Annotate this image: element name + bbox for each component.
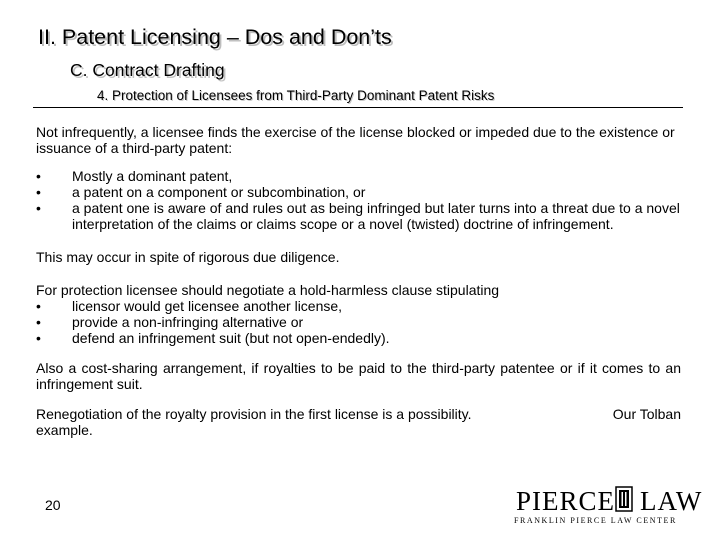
spacer <box>36 392 681 406</box>
list-item-text: a patent on a component or subcombination, or <box>72 184 366 200</box>
list-item-text: defend an infringement suit (but not open-endedly). <box>72 330 390 346</box>
list-item-text: a patent one is aware of and rules out as being infringed but later turns into a threat due to a novel interpretation of the claims or claims scope or a novel (twisted) doctrine of infringement. <box>72 200 680 232</box>
list-item <box>36 168 681 184</box>
example-text: example. <box>36 422 93 438</box>
pierce-law-logo <box>510 484 703 530</box>
list-item <box>36 330 681 346</box>
bullet-icon: • <box>36 184 41 200</box>
list-item <box>36 298 681 314</box>
list-item <box>36 314 681 330</box>
section-heading: 4. Protection of Licensees from Third-Party Dominant Patent Risks <box>97 88 495 103</box>
risk-list <box>36 168 681 232</box>
bullet-icon: • <box>36 330 41 346</box>
slide-title: II. Patent Licensing – Dos and Don’ts <box>38 25 392 49</box>
renegotiation-text: Renegotiation of the royalty provision in the first license is a possibility. <box>36 406 472 422</box>
intro-paragraph: Not infrequently, a licensee finds the exercise of the license blocked or impeded due to the existence or issuance of a third-party patent: <box>36 124 675 156</box>
bullet-icon: • <box>36 314 41 330</box>
list-item-text: provide a non-infringing alternative or <box>72 314 304 330</box>
list-item <box>36 200 681 232</box>
logo-subtext: FRANKLIN PIERCE LAW CENTER <box>514 516 677 525</box>
spacer <box>36 265 681 282</box>
tolban-text: Our Tolban <box>612 406 681 422</box>
header-divider <box>33 107 683 108</box>
logo-text-law: LAW <box>640 486 703 516</box>
diligence-paragraph: This may occur in spite of rigorous due diligence. <box>36 249 340 265</box>
list-item <box>36 184 681 200</box>
bullet-icon: • <box>36 168 41 184</box>
bullet-icon: • <box>36 200 41 216</box>
cost-sharing-paragraph: Also a cost-sharing arrangement, if royalties to be paid to the third-party patentee or if it comes to an infringement suit. <box>36 360 681 392</box>
slide-subtitle: C. Contract Drafting <box>70 60 225 80</box>
page-number: 20 <box>45 497 61 513</box>
spacer <box>36 346 681 360</box>
protection-list <box>36 298 681 346</box>
logo-text-pierce: PIERCE <box>516 486 616 516</box>
logo-emblem-icon <box>615 486 633 512</box>
spacer <box>36 156 681 168</box>
list-item-text: Mostly a dominant patent, <box>72 168 233 184</box>
list-item-text: licensor would get licensee another license, <box>72 298 343 314</box>
spacer <box>36 232 681 249</box>
protection-paragraph: For protection licensee should negotiate a hold-harmless clause stipulating <box>36 282 500 298</box>
renegotiation-line <box>36 406 681 422</box>
slide-body <box>36 124 681 438</box>
bullet-icon: • <box>36 298 41 314</box>
